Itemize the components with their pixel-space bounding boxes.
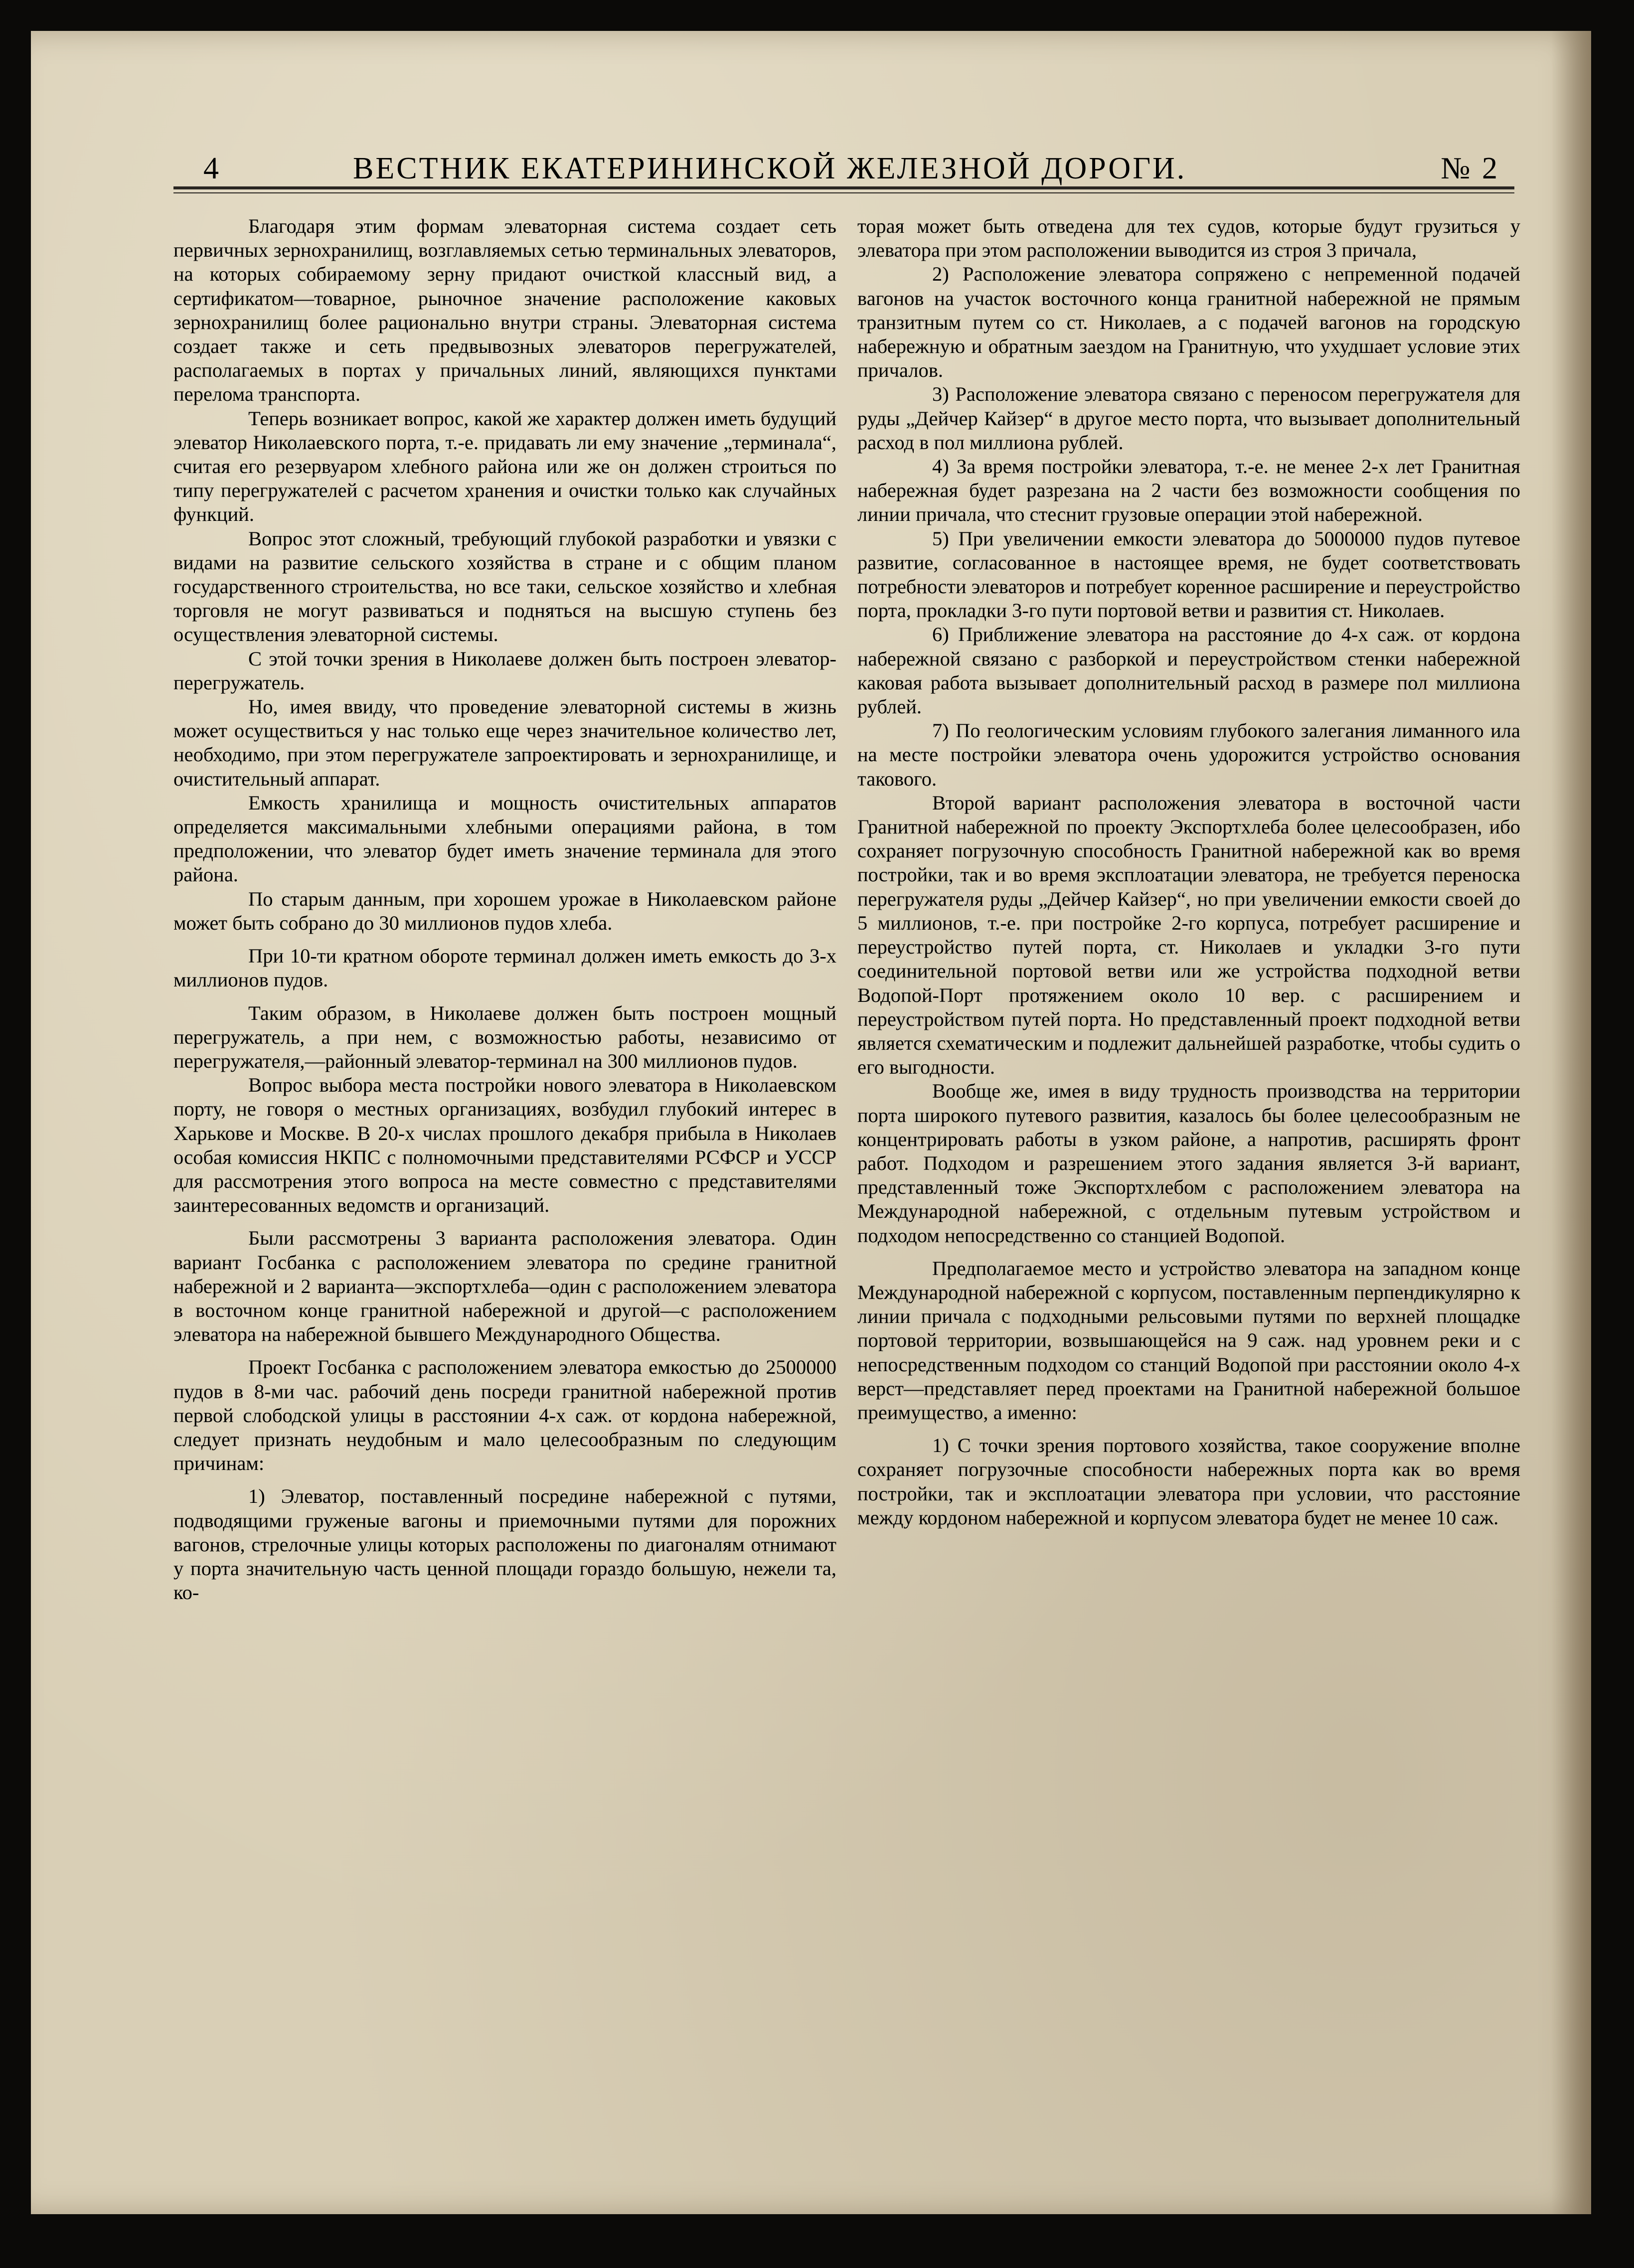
paragraph: С этой точки зрения в Николаеве должен быть построен элеватор-перегружатель. <box>173 647 836 694</box>
paragraph: Второй вариант расположения элеватора в восточной части Гранитной набережной по проекту Экспортхлеба более целесообразен, ибо сохраняет погрузочную способность Гранитной набережной как во время постройки, так и во время эксплоатации элеватора, не требуется переноска перегружателя руды „Дейчер Кайзер“, но при увеличении емкости своей до 5 миллионов, т.-е. при постройке 2-го корпуса, потребует расширение и переустройство путей порта, ст. Николаев и укладки 3-го пути соединительной портовой ветви или же устройства подходной ветви Водопой-Порт протяжением около 10 вер. с расширением и переустройством путей порта. Но представленный проект подходной ветви является схематическим и подлежит дальнейшей разработке, чтобы судить о его выгодности. <box>857 791 1520 1079</box>
paragraph: Проект Госбанка с расположением элеватора емкостью до 2500000 пудов в 8-ми час. рабочий день посреди гранитной набережной против первой слободской улицы в расстоянии 4-х саж. от кордона набережной, следует признать неудобным и мало целесообразным по следующим причинам: <box>173 1356 836 1475</box>
issue-number: № 2 <box>1441 152 1499 185</box>
paragraph: 4) За время постройки элеватора, т.-е. не менее 2-х лет Гранитная набережная будет разрезана на 2 части без возможности сообщения по линии причала, что стеснит грузовые операции этой набережной. <box>857 455 1520 526</box>
paragraph: Благодаря этим формам элеваторная система создает сеть первичных зернохранилищ, возглавляемых сетью терминальных элеваторов, на которых собираемому зерну придают очисткой классный вид, а сертификатом—товарное, рыночное значение расположение каковых зернохранилищ более рационально внутри страны. Элеваторная система создает также и сеть предвывозных элеваторов перегружателей, располагаемых в портах у причальных линий, являющихся пунктами перелома транспорта. <box>173 215 836 406</box>
page-edge-shadow <box>1551 31 1591 2214</box>
page-number: 4 <box>203 152 221 185</box>
right-column <box>857 214 1520 2158</box>
header-rule-thick <box>173 186 1514 189</box>
paragraph: 3) Расположение элеватора связано с переносом перегружателя для руды „Дейчер Кайзер“ в другое место порта, что вызывает дополнительный расход в пол миллиона рублей. <box>857 383 1520 454</box>
paragraph: 7) По геологическим условиям глубокого залегания лиманного ила на месте постройки элеватора очень удорожится устройство основания такового. <box>857 719 1520 790</box>
paragraph: 1) Элеватор, поставленный посредине набережной с путями, подводящими груженые вагоны и приемочными путями для порожних вагонов, стрелочные улицы которых расположены по диагоналям отнимают у порта значительную часть ценной площади гораздо большую, нежели та, ко- <box>173 1485 836 1604</box>
paragraph: 1) С точки зрения портового хозяйства, такое сооружение вполне сохраняет погрузочные способности набережных порта как во время постройки, так и эксплоатации элеватора при условии, что расстояние между кордоном набережной и корпусом элеватора будет не менее 10 саж. <box>857 1434 1520 1529</box>
paragraph: Вообще же, имея в виду трудность производства на территории порта широкого путевого развития, казалось бы более целесообразным не концентрировать работы в узком районе, а напротив, расширять фронт работ. Подходом и разрешением этого задания является 3-й вариант, представленный тоже Экспортхлебом с расположением элеватора на Международной набережной, с отдельным путевым устройством и подходом непосредственно со станцией Водопой. <box>857 1080 1520 1247</box>
paragraph: По старым данным, при хорошем урожае в Николаевском районе может быть собрано до 30 миллионов пудов хлеба. <box>173 887 836 934</box>
paragraph: Таким образом, в Николаеве должен быть построен мощный перегружатель, а при нем, с возможностью работы, независимо от перегружателя,—районный элеватор-терминал на 300 миллионов пудов. <box>173 1001 836 1072</box>
paragraph: При 10-ти кратном обороте терминал должен иметь емкость до 3-х миллионов пудов. <box>173 945 836 991</box>
paragraph: Были рассмотрены 3 варианта расположения элеватора. Один вариант Госбанка с расположением элеватора по средине гранитной набережной и 2 варианта—экспортхлеба—один с расположением элеватора в восточном конце гранитной набережной и другой—с расположением элеватора на набережной бывшего Международного Общества. <box>173 1227 836 1346</box>
paragraph: 5) При увеличении емкости элеватора до 5000000 пудов путевое развитие, согласованное в настоящее время, не будет соответствовать потребности элеваторов и потребует коренное расширение и переустройство порта, прокладки 3-го пути портовой ветви и развития ст. Николаев. <box>857 527 1520 622</box>
paragraph: Вопрос этот сложный, требующий глубокой разработки и увязки с видами на развитие сельского хозяйства в стране и с общим планом государственного строительства, но все таки, сельское хозяйство и хлебная торговля не могут развиваться и подняться на высшую ступень без осуществления элеваторной системы. <box>173 527 836 646</box>
paragraph: торая может быть отведена для тех судов, которые будут грузиться у элеватора при этом расположении выводится из строя 3 причала, <box>857 215 1520 262</box>
paragraph: Вопрос выбора места постройки нового элеватора в Николаевском порту, не говоря о местных организациях, возбудил глубокий интерес в Харькове и Москве. В 20-х числах прошлого декабря прибыла в Николаев особая комиссия НКПС с полномочными представителями РСФСР и УССР для рассмотрения этого вопроса на месте совместно с представителями заинтересованных ведомств и организаций. <box>173 1074 836 1217</box>
paragraph: 6) Приближение элеватора на расстояние до 4-х саж. от кордона набережной связано с разборкой и переустройством стенки набережной каковая работа вызывает дополнительный расход в размере пол миллиона рублей. <box>857 623 1520 718</box>
left-column <box>173 214 836 2158</box>
page-header <box>173 146 1514 191</box>
publication-title: ВЕСТНИК ЕКАТЕРИНИНСКОЙ ЖЕЛЕЗНОЙ ДОРОГИ. <box>353 152 1187 185</box>
paragraph: Теперь возникает вопрос, какой же характер должен иметь будущий элеватор Николаевского порта, т.-е. придавать ли ему значение „терминала“, считая его резервуаром хлебного района или же он должен строиться по типу перегружателей с расчетом хранения и очистки только как случайных функций. <box>173 407 836 526</box>
paragraph: 2) Расположение элеватора сопряжено с непременной подачей вагонов на участок восточного конца гранитной набережной не прямым транзитным путем со ст. Николаев, а с подачей вагонов на городскую набережную и обратным заездом на Гранитную, что ухудшает условие этих причалов. <box>857 263 1520 382</box>
header-rule-thin <box>173 192 1514 193</box>
paragraph: Предполагаемое место и устройство элеватора на западном конце Международной набережной с корпусом, поставленным перпендикулярно к линии причала с подходными рельсовыми путями по верхней площадке портовой территории, возвышающейся на 9 саж. над уровнем реки и с непосредственным подходом со станций Водопой при расстоянии около 4-х верст—представляет перед проектами на Гранитной набережной большое преимущество, а именно: <box>857 1257 1520 1424</box>
paragraph: Но, имея ввиду, что проведение элеваторной системы в жизнь может осуществиться у нас только еще через значительное количество лет, необходимо, при этом перегружателе запроектировать и зернохранилище, и очистительный аппарат. <box>173 695 836 790</box>
paragraph: Емкость хранилища и мощность очистительных аппаратов определяется максимальными хлебными операциями района, в том предположении, что элеватор будет иметь значение терминала для этого района. <box>173 791 836 886</box>
